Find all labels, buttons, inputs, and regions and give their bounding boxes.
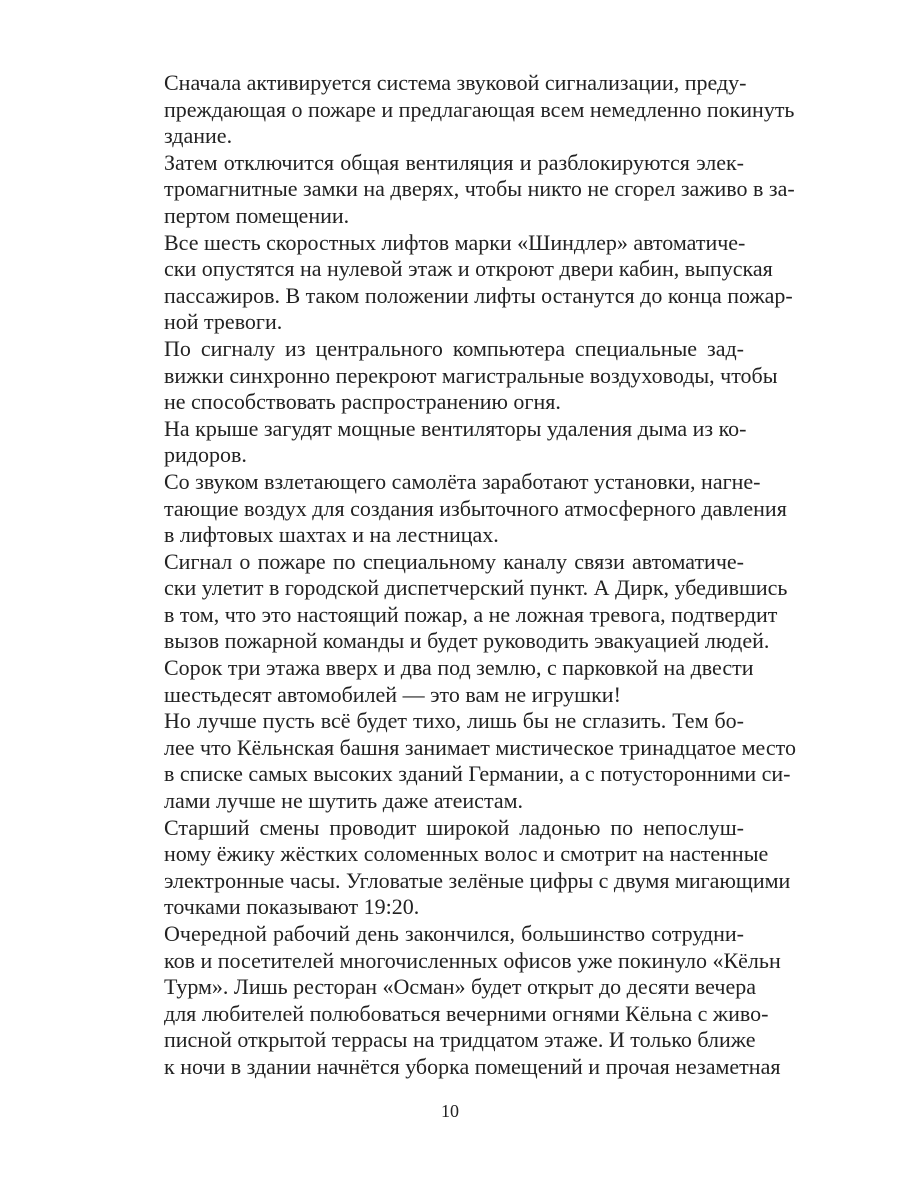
- text-line: По сигналу из центрального компьютера специальные зад-: [164, 335, 744, 361]
- body-text: [124, 70, 796, 1081]
- text-line: Но лучше пусть всё будет тихо, лишь бы не сглазить. Тем бо-: [164, 708, 744, 734]
- paragraph: [124, 415, 747, 469]
- text-line: точками показывают 19:20.: [164, 894, 420, 920]
- page-number: 10: [441, 1101, 459, 1121]
- paragraph: [124, 468, 787, 549]
- paragraph: [124, 814, 791, 921]
- text-line: ной тревоги.: [164, 309, 283, 335]
- text-line: лее что Кёльнская башня занимает мистическое тринадцатое место: [164, 734, 796, 760]
- text-line: тромагнитные замки на дверях, чтобы никто не сгорел заживо в за-: [164, 176, 795, 202]
- text-line: ски улетит в городской диспетчерский пункт. А Дирк, убедившись: [164, 575, 788, 601]
- text-line: вижки синхронно перекроют магистральные воздуховоды, чтобы: [164, 362, 778, 388]
- text-line: Со звуком взлетающего самолёта заработают установки, нагне-: [164, 468, 761, 494]
- text-line: ридоров.: [164, 442, 247, 468]
- paragraph: [124, 548, 788, 709]
- text-line: Все шесть скоростных лифтов марки «Шиндлер» автоматиче-: [164, 229, 746, 255]
- text-line: ному ёжику жёстких соломенных волос и смотрит на настенные: [164, 841, 769, 867]
- text-line: пассажиров. В таком положении лифты останутся до конца пожар-: [164, 282, 793, 308]
- text-line: вызов пожарной команды и будет руководить эвакуацией людей.: [164, 628, 770, 654]
- text-line: в лифтовых шахтах и на лестницах.: [164, 522, 499, 548]
- text-line: ков и посетителей многочисленных офисов уже покинуло «Кёльн: [164, 947, 781, 973]
- text-line: пертом помещении.: [164, 202, 350, 228]
- text-line: в том, что это настоящий пожар, а не ложная тревога, подтвердит: [164, 601, 778, 627]
- text-line: преждающая о пожаре и предлагающая всем немедленно покинуть: [164, 96, 795, 122]
- paragraph: [124, 70, 795, 150]
- paragraph: [124, 921, 781, 1081]
- text-line: Турм». Лишь ресторан «Осман» будет открыт до десяти вечера: [164, 974, 756, 1000]
- text-line: шестьдесят автомобилей — это вам не игрушки!: [164, 681, 621, 707]
- text-line: электронные часы. Угловатые зелёные цифры с двумя мигающими: [164, 867, 791, 893]
- paragraph: [124, 229, 793, 336]
- text-line: для любителей полюбоваться вечерними огнями Кёльна с живо-: [164, 1000, 769, 1026]
- text-line: Сорок три этажа вверх и два под землю, с парковкой на двести: [164, 655, 754, 681]
- text-line: ски опустятся на нулевой этаж и откроют двери кабин, выпуская: [164, 256, 773, 282]
- text-line: Сигнал о пожаре по специальному каналу связи автоматиче-: [164, 548, 744, 574]
- text-line: не способствовать распространению огня.: [164, 389, 561, 415]
- text-line: тающие воздух для создания избыточного атмосферного давления: [164, 495, 787, 521]
- text-line: здание.: [164, 123, 233, 149]
- text-line: к ночи в здании начнётся уборка помещений и прочая незаметная: [164, 1053, 781, 1079]
- text-line: в списке самых высоких зданий Германии, а с потусторонними си-: [164, 761, 791, 787]
- text-line: Очередной рабочий день закончился, большинство сотрудни-: [164, 921, 744, 946]
- text-line: Сначала активируется система звуковой сигнализации, преду-: [164, 70, 747, 95]
- text-line: Старший смены проводит широкой ладонью по непослуш-: [164, 814, 744, 840]
- text-line: лами лучше не шутить даже атеистам.: [164, 788, 524, 814]
- paragraph: [124, 708, 796, 814]
- text-line: Затем отключится общая вентиляция и разблокируются элек-: [164, 149, 744, 175]
- text-line: На крыше загудят мощные вентиляторы удаления дыма из ко-: [164, 415, 747, 441]
- paragraph: [124, 335, 778, 416]
- text-line: писной открытой террасы на тридцатом этаже. И только ближе: [164, 1027, 756, 1053]
- paragraph: [124, 149, 795, 230]
